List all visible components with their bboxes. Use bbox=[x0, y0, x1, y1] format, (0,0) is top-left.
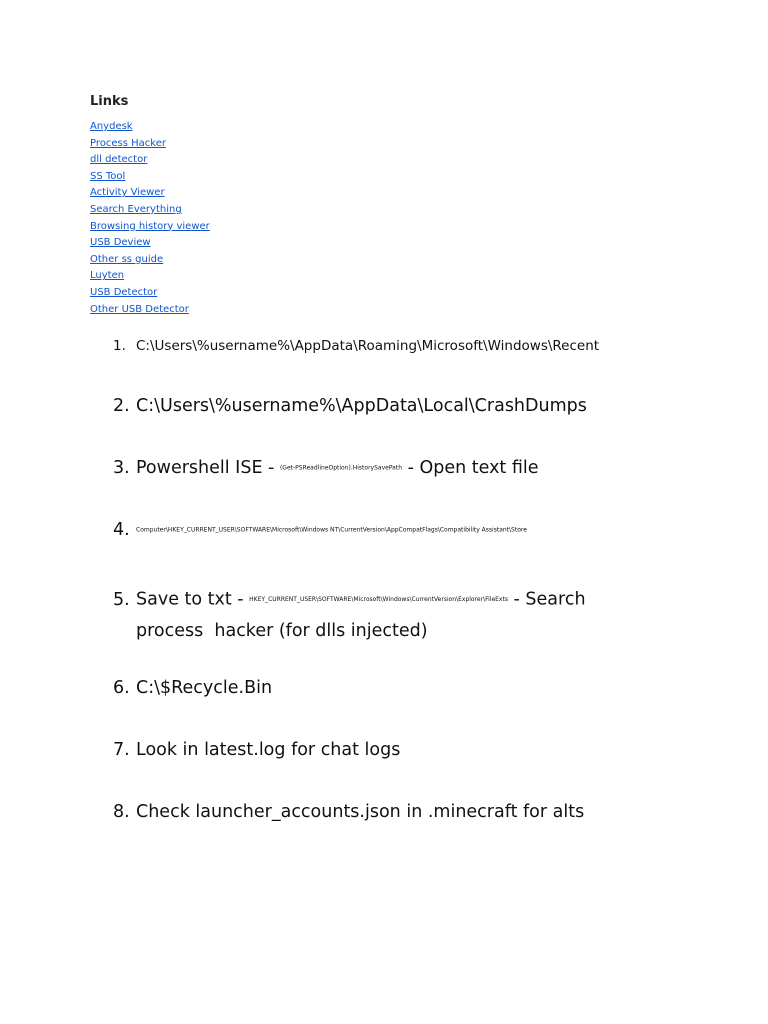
link-browsing-history-viewer[interactable]: Browsing history viewer bbox=[90, 220, 210, 232]
list-item bbox=[90, 232, 210, 249]
link-usb-deview[interactable]: USB Deview bbox=[90, 237, 151, 249]
link-luyten[interactable]: Luyten bbox=[90, 270, 125, 282]
list-item bbox=[90, 249, 210, 266]
step-text: C:\Users\%username%\AppData\Roaming\Microsoft\Windows\Recent bbox=[136, 338, 600, 354]
link-activity-viewer[interactable]: Activity Viewer bbox=[90, 187, 165, 199]
step-5 bbox=[113, 584, 733, 647]
list-item bbox=[90, 166, 210, 183]
step-text-start: Save to txt - bbox=[136, 589, 250, 610]
step-3 bbox=[113, 458, 733, 478]
step-command-small: (Get-PSReadlineOption).HistorySavePath bbox=[279, 464, 403, 472]
step-number: 4. bbox=[113, 520, 130, 540]
list-item bbox=[90, 299, 210, 316]
step-number: 2. bbox=[113, 396, 130, 416]
step-number: 7. bbox=[113, 740, 130, 760]
step-registry-path-small: HKEY_CURRENT_USER\SOFTWARE\Microsoft\Windows\CurrentVersion\Explorer\FileExts bbox=[249, 596, 508, 603]
step-text: C:\$Recycle.Bin bbox=[136, 678, 273, 698]
link-anydesk[interactable]: Anydesk bbox=[90, 121, 133, 132]
step-number: 3. bbox=[113, 458, 130, 478]
step-number: 8. bbox=[113, 802, 130, 822]
step-text-end: - Open text file bbox=[402, 458, 539, 478]
step-text: Check launcher_accounts.json in .minecraft for alts bbox=[136, 802, 585, 822]
list-item bbox=[90, 265, 210, 282]
step-text-continuation: process hacker (for dlls injected) bbox=[136, 620, 428, 641]
list-item bbox=[90, 199, 210, 216]
step-text: C:\Users\%username%\AppData\Local\CrashDumps bbox=[136, 396, 587, 416]
list-item bbox=[90, 182, 210, 199]
step-6 bbox=[113, 678, 733, 698]
list-item bbox=[90, 149, 210, 166]
step-registry-path-small: Computer\HKEY_CURRENT_USER\SOFTWARE\Microsoft\Windows NT\CurrentVersion\AppCompatFlags\Compatibility Assistant\Store bbox=[136, 526, 527, 534]
step-number: 5. bbox=[113, 589, 130, 610]
step-4 bbox=[113, 520, 733, 540]
list-item bbox=[90, 282, 210, 299]
step-number: 6. bbox=[113, 678, 130, 698]
link-process-hacker[interactable]: Process Hacker bbox=[90, 137, 166, 149]
list-item bbox=[90, 216, 210, 233]
step-number: 1. bbox=[113, 338, 126, 354]
links-list bbox=[90, 116, 210, 315]
step-text-end: - Search bbox=[507, 589, 586, 610]
links-heading: Links bbox=[90, 94, 129, 109]
link-search-everything[interactable]: Search Everything bbox=[90, 203, 182, 215]
step-1 bbox=[113, 338, 733, 354]
step-text-start: Powershell ISE - bbox=[136, 458, 280, 478]
link-ss-tool[interactable]: SS Tool bbox=[90, 170, 126, 182]
step-2 bbox=[113, 396, 733, 416]
step-8 bbox=[113, 802, 733, 822]
step-7 bbox=[113, 740, 733, 760]
link-other-usb-detector[interactable]: Other USB Detector bbox=[90, 303, 189, 315]
link-dll-detector[interactable]: dll detector bbox=[90, 154, 148, 166]
step-text: Look in latest.log for chat logs bbox=[136, 740, 401, 760]
list-item bbox=[90, 116, 210, 133]
link-usb-detector[interactable]: USB Detector bbox=[90, 286, 158, 298]
link-other-ss-guide[interactable]: Other ss guide bbox=[90, 253, 164, 265]
list-item bbox=[90, 133, 210, 150]
